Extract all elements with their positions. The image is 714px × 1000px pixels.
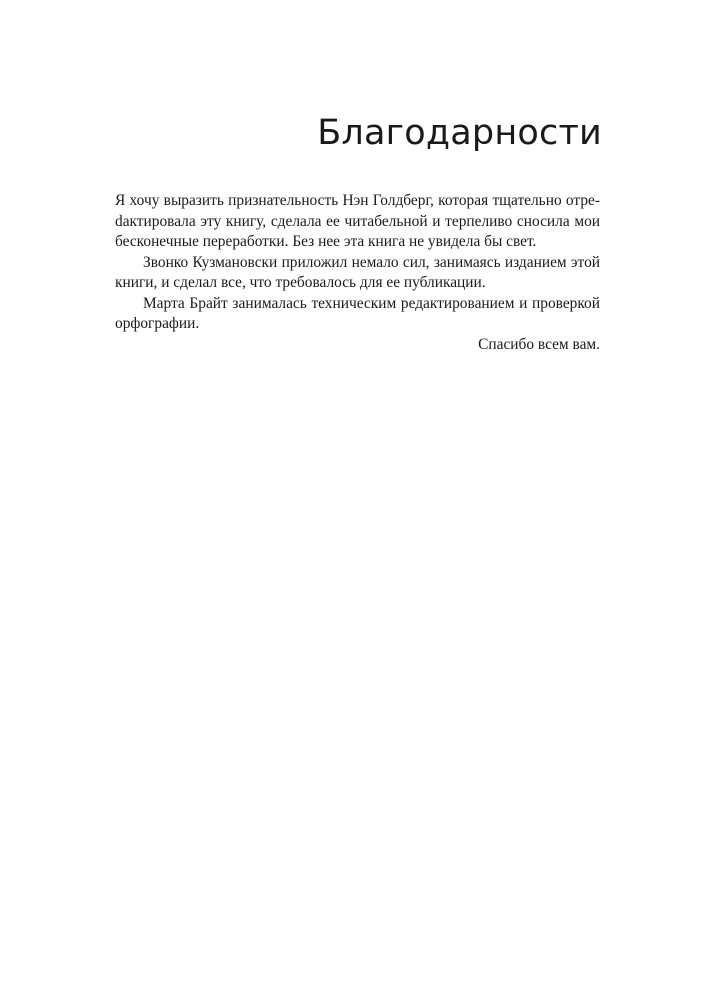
page-title: Благодарности [317,113,602,153]
acknowledgements-text [115,191,600,355]
paragraph-2: Звонко Кузмановски приложил немало сил, занимаясь изданием этой книги, и сделал все, что требовалось для ее публикации. [115,253,600,291]
paragraph-3: Марта Брайт занималась техническим редактированием и проверкой орфографии. [115,294,600,332]
signoff-line: Спасибо всем вам. [478,335,600,353]
paragraph-1: Я хочу выразить признательность Нэн Голдберг, которая тщательно отреdактировала эту книгу, сделала ее читабельной и терпеливо сносила мои бесконечные переработки. Без нее эта книга не увидела бы свет. [115,192,600,250]
